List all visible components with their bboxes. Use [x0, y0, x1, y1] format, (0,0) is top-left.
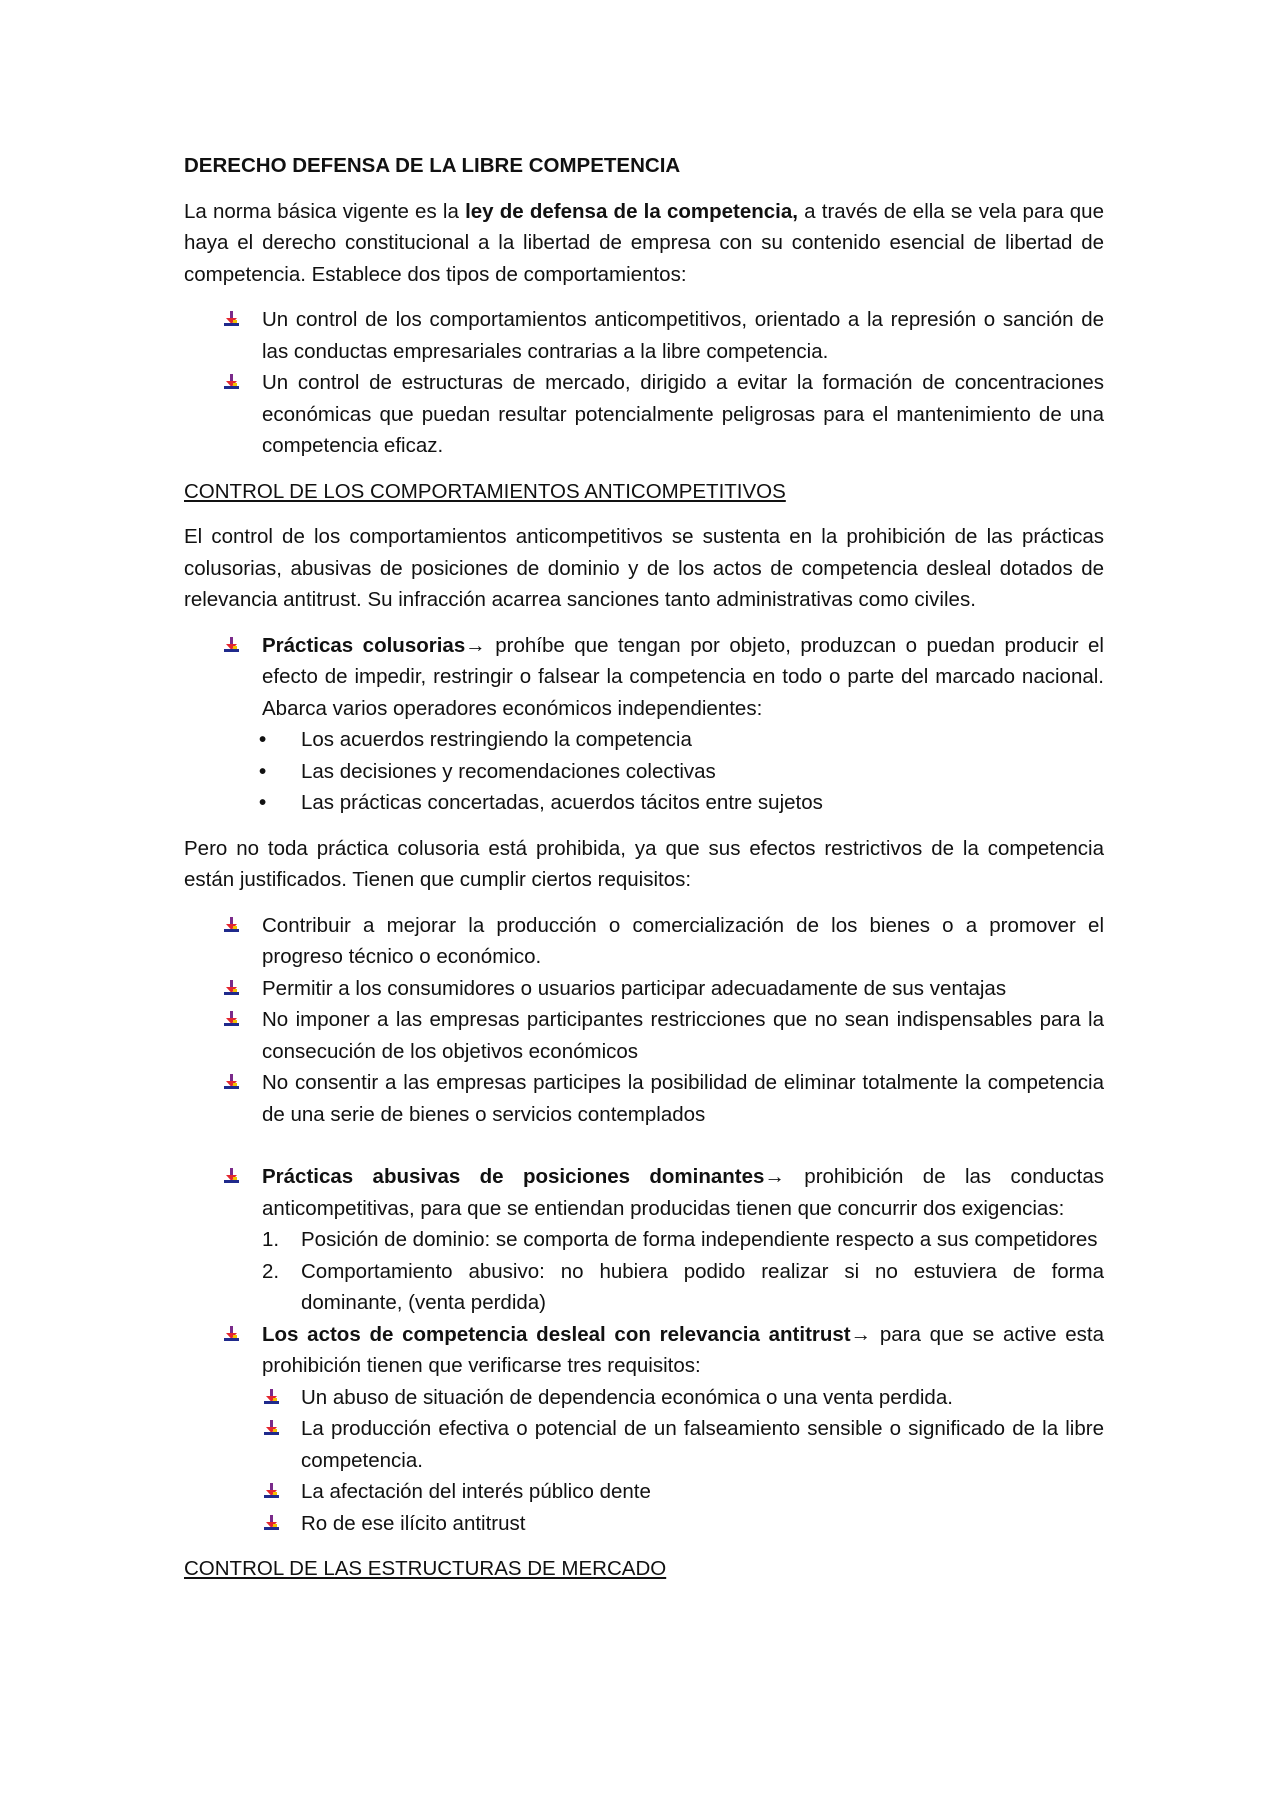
abusivas-desleal-list [184, 1161, 1104, 1539]
requisitos-list [184, 910, 1104, 1131]
bullet-dot-icon: • [259, 791, 267, 814]
abusivas-term: Prácticas abusivas de posiciones dominantes [262, 1165, 765, 1188]
list-item: • Las decisiones y recomendaciones colectivas [223, 756, 1104, 788]
colusorias-list [184, 630, 1104, 819]
list-item: Permitir a los consumidores o usuarios participar adecuadamente de sus ventajas [184, 973, 1104, 1005]
colusorias-sublist [223, 724, 1104, 819]
right-arrow-icon: → [764, 1165, 785, 1188]
list-item: Los actos de competencia desleal con relevancia antitrust→ para que se active esta prohibición tienen que verificarse tres requisitos: Un abuso de situación de dependencia económica o una venta perdida. La producción efectiva o potencial de un falseamiento sensible o significado de la libre competencia. La afectación del interés público dente Ro de ese ilícito antitrust [184, 1319, 1104, 1540]
desleal-term: Los actos de competencia desleal con relevancia antitrust [262, 1322, 851, 1346]
list-item: 2. Comportamiento abusivo: no hubiera podido realizar si no estuviera de forma dominante, (venta perdida) [262, 1256, 1104, 1319]
document-title: DERECHO DEFENSA DE LA LIBRE COMPETENCIA [184, 154, 681, 177]
desleal-sublist [262, 1382, 1104, 1540]
list-item: Ro de ese ilícito antitrust [262, 1508, 1104, 1540]
intro-text-post: a través de ella se vela para que haya el derecho constitucional a la libertad de empresa con su contenido esencial de libertad de competencia. Establece dos tipos de comportamientos: [184, 199, 1104, 286]
right-arrow-icon: → [465, 633, 486, 657]
list-item: Contribuir a mejorar la producción o comercialización de los bienes o a promover el progreso técnico o económico. [184, 910, 1104, 973]
arrow-bullet-icon [264, 1515, 279, 1531]
list-item: La afectación del interés público dente [262, 1476, 1104, 1508]
section-heading-comportamientos: CONTROL DE LOS COMPORTAMIENTOS ANTICOMPETITIVOS [184, 479, 786, 503]
arrow-bullet-icon [224, 917, 239, 933]
intro-law-name: ley de defensa de la competencia, [465, 199, 798, 223]
section1-paragraph: El control de los comportamientos anticompetitivos se sustenta en la prohibición de las prácticas colusorias, abusivas de posiciones de dominio y de los actos de competencia desleal dotados de relevancia antitrust. Su infracción acarrea sanciones tanto administrativas como civiles. [184, 525, 1104, 611]
arrow-bullet-icon [224, 1011, 239, 1027]
abusivas-numbered-list [262, 1224, 1104, 1319]
spacer [184, 1130, 1104, 1161]
arrow-bullet-icon [264, 1420, 279, 1436]
arrow-bullet-icon [224, 374, 239, 390]
list-item: Un abuso de situación de dependencia económica o una venta perdida. [262, 1382, 1104, 1414]
arrow-bullet-icon [224, 637, 239, 653]
list-item: Prácticas abusivas de posiciones dominantes→ prohibición de las conductas anticompetitivas, para que se entiendan producidas tienen que concurrir dos exigencias: 1. Posición de dominio: se comporta de forma independiente respecto a sus competidores 2. Comportamiento abusivo: no hubiera podido realizar si no estuviera de forma dominante, (venta perdida) [184, 1161, 1104, 1319]
list-item: Prácticas colusorias→ prohíbe que tengan por objeto, produzcan o puedan producir el efecto de impedir, restringir o falsear la competencia en todo o parte del marcado nacional. Abarca varios operadores económicos independientes: • Los acuerdos restringiendo la competencia • Las decisiones y recomendaciones colectivas • Las prácticas concertadas, acuerdos tácitos entre sujetos [184, 630, 1104, 819]
list-item: Un control de los comportamientos anticompetitivos, orientado a la represión o sanción de las conductas empresariales contrarias a la libre competencia. [184, 304, 1104, 367]
arrow-bullet-icon [224, 1168, 239, 1184]
arrow-bullet-icon [264, 1483, 279, 1499]
document-page [184, 150, 1104, 1599]
section-heading-estructuras: CONTROL DE LAS ESTRUCTURAS DE MERCADO [184, 1557, 667, 1580]
arrow-bullet-icon [224, 1326, 239, 1342]
intro-text-pre: La norma básica vigente es la [184, 199, 466, 223]
right-arrow-icon: → [850, 1322, 872, 1346]
list-number: 1. [262, 1228, 280, 1251]
list-item: La producción efectiva o potencial de un falseamiento sensible o significado de la libre competencia. [262, 1413, 1104, 1476]
list-number: 2. [262, 1259, 280, 1283]
control-types-list [184, 304, 1104, 462]
arrow-bullet-icon [224, 1074, 239, 1090]
colusorias-term: Prácticas colusorias [262, 633, 466, 657]
list-item: Un control de estructuras de mercado, dirigido a evitar la formación de concentraciones económicas que puedan resultar potencialmente peligrosas para el mantenimiento de una competencia eficaz. [184, 367, 1104, 462]
list-item: • Los acuerdos restringiendo la competencia [223, 724, 1104, 756]
list-item: No imponer a las empresas participantes restricciones que no sean indispensables para la consecución de los objetivos económicos [184, 1004, 1104, 1067]
arrow-bullet-icon [224, 980, 239, 996]
exceptions-paragraph: Pero no toda práctica colusoria está prohibida, ya que sus efectos restrictivos de la competencia están justificados. Tienen que cumplir ciertos requisitos: [184, 836, 1104, 891]
list-item: No consentir a las empresas participes la posibilidad de eliminar totalmente la competencia de una serie de bienes o servicios contemplados [184, 1067, 1104, 1130]
list-item: 1. Posición de dominio: se comporta de forma independiente respecto a sus competidores [262, 1224, 1104, 1256]
arrow-bullet-icon [224, 311, 239, 327]
list-item: • Las prácticas concertadas, acuerdos tácitos entre sujetos [223, 787, 1104, 819]
bullet-dot-icon: • [259, 759, 267, 783]
intro-paragraph [184, 196, 1104, 291]
bullet-dot-icon: • [259, 728, 267, 751]
arrow-bullet-icon [264, 1389, 279, 1405]
